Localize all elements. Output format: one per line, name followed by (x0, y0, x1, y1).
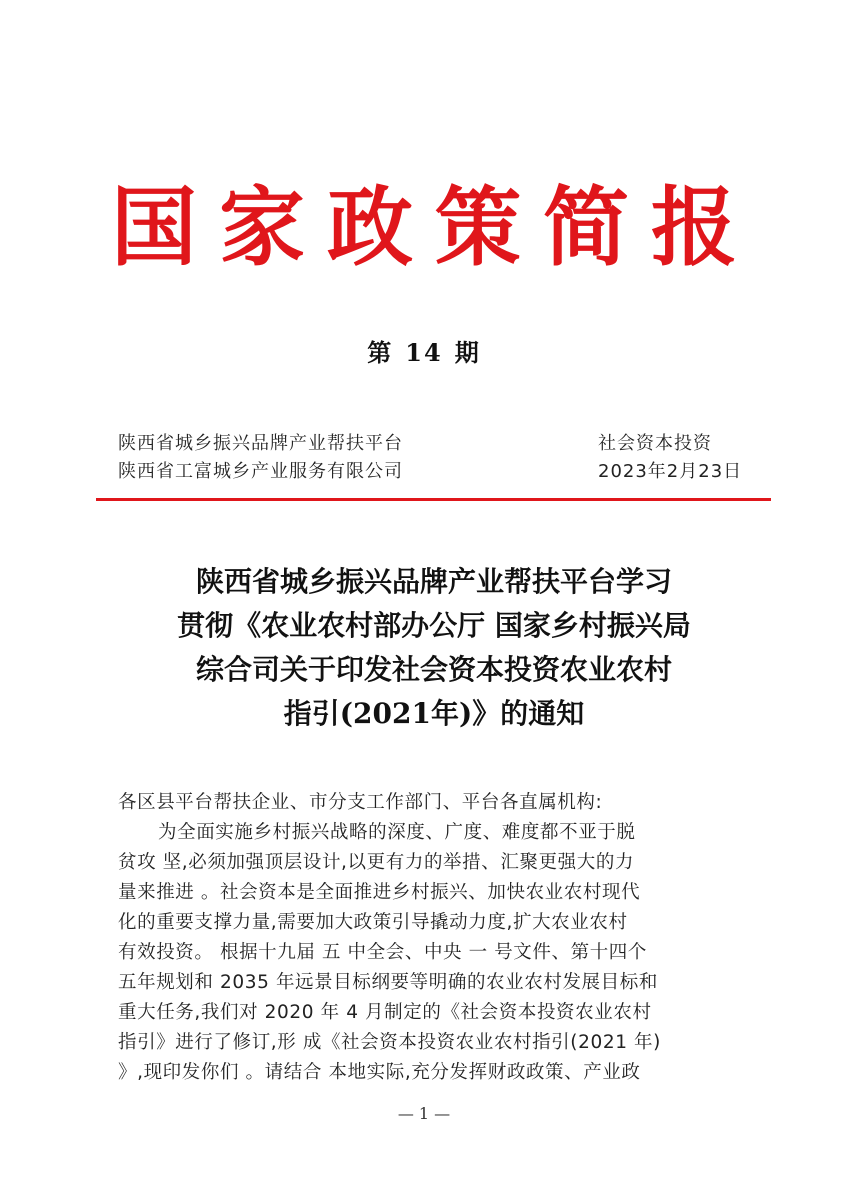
header-divider (96, 498, 771, 501)
title-line: 指引(2021年)》的通知 (283, 697, 585, 730)
title-line: 综合司关于印发社会资本投资农业农村 (195, 653, 672, 686)
body-line: 五年规划和 2035 年远景目标纲要等明确的农业农村发展目标和 (118, 972, 658, 993)
body-line: 有效投资。 根据十九届 五 中全会、中央 一 号文件、第十四个 (118, 942, 648, 963)
issue-prefix: 第 (367, 338, 394, 367)
body-line: 化的重要支撑力量,需要加大政策引导撬动力度,扩大农业农村 (118, 912, 628, 933)
document-body (118, 788, 738, 1088)
issue-number (0, 333, 848, 368)
issuer-line: 陕西省工富城乡产业服务有限公司 (118, 461, 403, 482)
issuer-line: 陕西省城乡振兴品牌产业帮扶平台 (118, 433, 403, 454)
body-line: 指引》进行了修订,形 成《社会资本投资农业农村指引(2021 年) (118, 1032, 661, 1053)
body-line: 》,现印发你们 。请结合 本地实际,充分发挥财政政策、产业政 (118, 1062, 641, 1083)
title-line: 贯彻《农业农村部办公厅 国家乡村振兴局 (177, 609, 691, 642)
body-line: 量来推进 。社会资本是全面推进乡村振兴、加快农业农村现代 (118, 882, 641, 903)
issue-date: 2023年2月23日 (598, 461, 743, 482)
salutation: 各区县平台帮扶企业、市分支工作部门、平台各直属机构: (118, 792, 603, 813)
masthead-title: 国家政策简报 (111, 177, 759, 278)
issue-number-value: 14 (405, 338, 443, 367)
issue-suffix: 期 (454, 338, 481, 367)
body-line: 重大任务,我们对 2020 年 4 月制定的《社会资本投资农业农村 (118, 1002, 652, 1023)
title-line: 陕西省城乡振兴品牌产业帮扶平台学习 (195, 565, 672, 598)
page-number: — 1 — (397, 1104, 451, 1123)
category-date-block (598, 430, 742, 486)
body-line: 贫攻 坚,必须加强顶层设计,以更有力的举措、汇聚更强大的力 (118, 852, 635, 873)
body-line: 为全面实施乡村振兴战略的深度、广度、难度都不亚于脱 (158, 822, 636, 843)
document-title (100, 560, 768, 736)
category-label: 社会资本投资 (598, 433, 712, 454)
issuer-block (118, 430, 403, 486)
